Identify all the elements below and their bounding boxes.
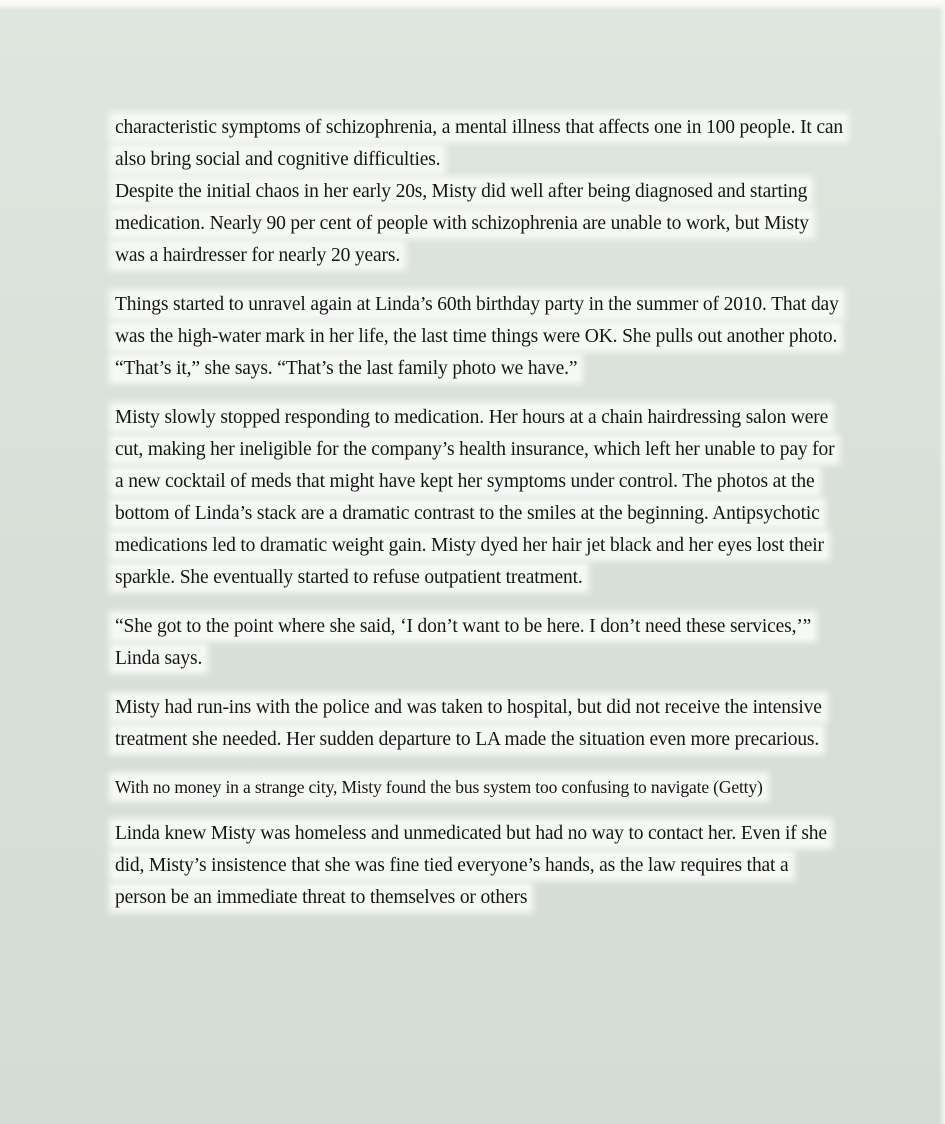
paragraph-4: Misty slowly stopped responding to medication. Her hours at a chain hairdressing salon were cut, making her ineligible for the company’s health insurance, which left her unable to pay for a new cocktail of meds that might have kept her symptoms under control. The photos at the bottom of Linda’s stack are a dramatic contrast to the smiles at the beginning. Antipsychotic medications led to dramatic weight gain. Misty dyed her hair jet black and her eyes lost their sparkle. She eventually started to refuse outpatient treatment. bbox=[115, 407, 835, 588]
paragraph-2: Despite the initial chaos in her early 20s, Misty did well after being diagnosed and starting medication. Nearly 90 per cent of people with schizophrenia are unable to work, but Misty was a hairdresser for nearly 20 years. bbox=[115, 181, 809, 266]
paragraph-3: Things started to unravel again at Linda’s 60th birthday party in the summer of 2010. That day was the high-water mark in her life, the last time things were OK. She pulls out another photo. “That’s it,” she says. “That’s the last family photo we have.” bbox=[115, 294, 839, 379]
paragraph-5: “She got to the point where she said, ‘I don’t want to be here. I don’t need these services,’” Linda says. bbox=[115, 616, 812, 669]
paragraph-7: Linda knew Misty was homeless and unmedicated but had no way to contact her. Even if she did, Misty’s insistence that she was fine tied everyone’s hands, as the law requires that a person be an immediate threat to themselves or others bbox=[115, 823, 827, 908]
page-right-edge bbox=[939, 0, 945, 1124]
page-top-edge bbox=[0, 0, 945, 10]
paragraph-1: characteristic symptoms of schizophrenia, a mental illness that affects one in 100 people. It can also bring social and cognitive difficulties. bbox=[115, 117, 844, 170]
article-body bbox=[113, 112, 843, 914]
paragraph-6: Misty had run-ins with the police and was taken to hospital, but did not receive the intensive treatment she needed. Her sudden departure to LA made the situation even more precarious. bbox=[115, 697, 822, 750]
image-caption: With no money in a strange city, Misty found the bus system too confusing to navigate (Getty) bbox=[115, 777, 763, 797]
